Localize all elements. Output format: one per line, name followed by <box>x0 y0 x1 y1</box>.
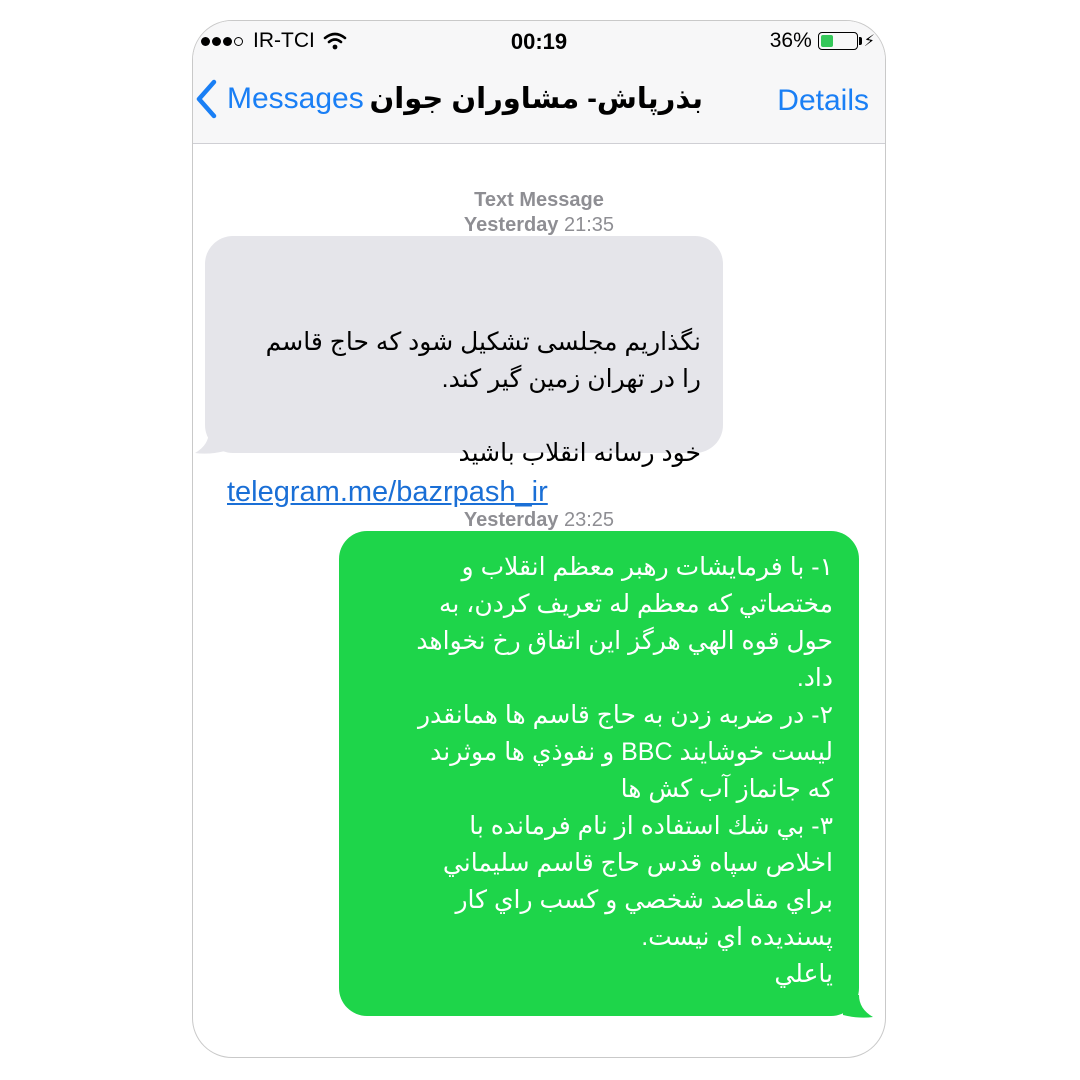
message-type-label: Text Message <box>474 189 604 211</box>
timestamp-time: 21:35 <box>564 214 615 236</box>
message-line: ۳- بي شك استفاده از نام فرمانده با <box>469 812 833 840</box>
battery-percent: 36% <box>769 29 812 52</box>
outgoing-bubble-tail <box>843 995 873 1019</box>
message-line: ياعلي <box>774 960 833 988</box>
message-line: را در تهران زمین گیر کند. <box>441 365 701 393</box>
incoming-message-bubble[interactable] <box>205 236 723 508</box>
outgoing-message-bubble[interactable] <box>339 531 859 1016</box>
timestamp-day: Yesterday <box>463 214 559 236</box>
charging-bolt-icon: ⚡ <box>863 33 875 50</box>
status-time: 00:19 <box>510 29 568 54</box>
telegram-link[interactable]: telegram.me/bazrpash_ir <box>227 476 548 508</box>
message-line: خود رسانه انقلاب باشید <box>458 439 701 467</box>
status-bar <box>193 21 885 61</box>
message-line: ۱- با فرمایشات رهبر معظم انقلاب و <box>461 553 833 581</box>
message-line: اخلاص سپاه قدس حاج قاسم سليماني <box>442 849 833 877</box>
message-line: ليست خوشايند BBC و نفوذي ها موثرند <box>430 738 833 766</box>
battery-fill <box>821 35 833 47</box>
back-button[interactable] <box>195 79 364 119</box>
back-button-label: Messages <box>227 82 364 115</box>
status-right <box>770 29 875 53</box>
battery-icon <box>818 32 858 50</box>
nav-bar <box>193 61 885 144</box>
message-line: كه جانماز آب كش ها <box>620 775 833 803</box>
message-line: ۲- در ضربه زدن به حاج قاسم ها همانقدر <box>417 701 833 729</box>
message-line <box>227 398 701 435</box>
message-line: مختصاتي كه معظم له تعريف كردن، به <box>438 590 833 618</box>
message-line: براي مقاصد شخصي و كسب راي كار <box>455 886 833 914</box>
phone-frame <box>192 20 886 1058</box>
message-line: داد. <box>796 664 833 692</box>
chevron-left-icon <box>195 79 217 119</box>
message-line: پسنديده اي نيست. <box>641 923 833 951</box>
conversation-title[interactable]: بذرپاش- مشاوران جوان <box>369 83 703 115</box>
message-line: نگذاریم مجلسی تشکیل شود که حاج قاسم <box>265 328 701 356</box>
timestamp-header-1 <box>193 188 885 238</box>
incoming-bubble-tail <box>195 431 225 455</box>
timestamp-header-2 <box>193 508 885 533</box>
timestamp-day: Yesterday <box>463 509 559 531</box>
details-button[interactable]: Details <box>777 84 869 117</box>
message-line: حول قوه الهي هرگز اين اتفاق رخ نخواهد <box>416 627 833 655</box>
timestamp-time: 23:25 <box>564 509 615 531</box>
carrier-name: IR-TCI <box>253 29 315 52</box>
message-thread[interactable] <box>193 143 885 1057</box>
